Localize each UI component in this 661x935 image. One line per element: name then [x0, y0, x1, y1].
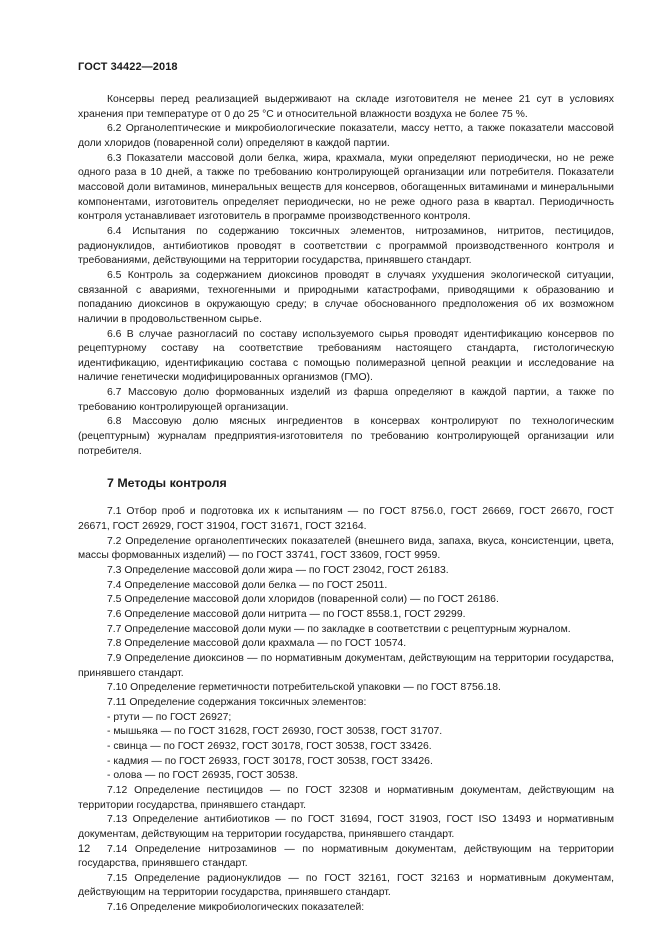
- paragraph-7-2: 7.2 Определение органолептических показателей (внешнего вида, запаха, вкуса, консистенции, цвета, массы формованных изделий) — по ГОСТ 33741, ГОСТ 33609, ГОСТ 9959.: [78, 535, 614, 562]
- paragraph-6-3: 6.3 Показатели массовой доли белка, жира, крахмала, муки определяют периодически, но не реже одного раза в 10 дней, а также по требованию контролирующей организации или потребителя. Показатели массовой доли витаминов, минеральных веществ для консервов, обогащенных витаминами и минеральными компонентами, изготовитель определяет периодически, но не реже одного раза в квартал. Периодичность контроля устанавливает изготовитель в программе производственного контроля.: [78, 152, 614, 223]
- paragraph-6-5: 6.5 Контроль за содержанием диоксинов проводят в случаях ухудшения экологической ситуации, связанной с авариями, техногенными и природными катастрофами, приводящими к образованию и попаданию диоксинов в окружающую среду; в случае обоснованного предположения об их возможном наличии в продовольственном сырье.: [78, 269, 614, 325]
- paragraph-7-10: 7.10 Определение герметичности потребительской упаковки — по ГОСТ 8756.18.: [107, 682, 501, 694]
- page-number: 12: [78, 843, 91, 855]
- list-item: - мышьяка — по ГОСТ 31628, ГОСТ 26930, ГОСТ 30538, ГОСТ 31707.: [107, 726, 443, 738]
- list-item: - ртути — по ГОСТ 26927;: [107, 711, 232, 723]
- paragraph-6-2: 6.2 Органолептические и микробиологические показатели, массу нетто, а также показатели массовой доли хлоридов (поваренной соли) определяют в каждой партии.: [78, 123, 614, 149]
- paragraph-7-4: 7.4 Определение массовой доли белка — по ГОСТ 25011.: [107, 579, 388, 591]
- paragraph-7-6: 7.6 Определение массовой доли нитрита — по ГОСТ 8558.1, ГОСТ 29299.: [107, 609, 466, 620]
- paragraph-7-12: 7.12 Определение пестицидов — по ГОСТ 32308 и нормативным документам, действующим на территории государства, принявшего стандарт.: [78, 784, 614, 811]
- paragraph-7-14: 7.14 Определение нитрозаминов — по нормативным документам, действующим на территории государства, принявшего стандарт.: [78, 843, 614, 870]
- paragraph-6-1-end: Консервы перед реализацией выдерживают на складе изготовителя не менее 21 сут в условиях хранения при температуре от 0 до 25 °С и относительной влажности воздуха не более 75 %.: [78, 94, 614, 120]
- paragraph-6-7: 6.7 Массовую долю формованных изделий из фарша определяют в каждой партии, а также по требованию контролирующей организации.: [78, 387, 614, 413]
- section-7-body: [78, 505, 614, 915]
- paragraph-7-3: 7.3 Определение массовой доли жира — по ГОСТ 23042, ГОСТ 26183.: [107, 565, 449, 577]
- paragraph-7-9: 7.9 Определение диоксинов — по нормативным документам, действующим на территории государства, принявшего стандарт.: [78, 652, 614, 679]
- document-code-header: ГОСТ 34422—2018: [78, 61, 178, 73]
- section-7-title: 7 Методы контроля: [107, 476, 227, 491]
- toxic-elements-list: [78, 711, 614, 784]
- paragraph-6-8: 6.8 Массовую долю мясных ингредиентов в консервах контролируют по технологическим (рецептурным) журналам предприятия-изготовителя по требованию контролирующей организации или потребителя.: [78, 416, 614, 457]
- paragraph-7-16: 7.16 Определение микробиологических показателей:: [107, 902, 365, 914]
- paragraph-7-7: 7.7 Определение массовой доли муки — по закладке в соответствии с рецептурным журналом.: [107, 623, 571, 635]
- paragraph-7-11: 7.11 Определение содержания токсичных элементов:: [107, 696, 367, 708]
- paragraph-7-1: 7.1 Отбор проб и подготовка их к испытаниям — по ГОСТ 8756.0, ГОСТ 26669, ГОСТ 26670, ГОСТ 26671, ГОСТ 26929, ГОСТ 31904, ГОСТ 31671, ГОСТ 32164.: [78, 506, 614, 533]
- paragraph-6-4: 6.4 Испытания по содержанию токсичных элементов, нитрозаминов, нитритов, пестицидов, радионуклидов, антибиотиков проводят в соответствии с программой производственного контроля и требованиями, действующими на территории государства, принявшего стандарт.: [78, 225, 614, 267]
- section-6-continuation: [78, 93, 614, 459]
- list-item: - кадмия — по ГОСТ 26933, ГОСТ 30178, ГОСТ 30538, ГОСТ 33426.: [107, 755, 433, 767]
- list-item: - олова — по ГОСТ 26935, ГОСТ 30538.: [107, 770, 298, 782]
- paragraph-6-6: 6.6 В случае разногласий по составу используемого сырья проводят идентификацию консервов по рецептурному составу на соответствие требованиям настоящего стандарта, гистологическую идентификацию, идентификацию состава с помощью полимеразной цепной реакции и исследование на наличие генетически модифицированных организмов (ГМО).: [78, 328, 614, 384]
- page-content: [78, 93, 614, 916]
- paragraph-7-8: 7.8 Определение массовой доли крахмала — по ГОСТ 10574.: [107, 638, 407, 650]
- paragraph-7-5: 7.5 Определение массовой доли хлоридов (поваренной соли) — по ГОСТ 26186.: [107, 594, 499, 606]
- paragraph-7-13: 7.13 Определение антибиотиков — по ГОСТ 31694, ГОСТ 31903, ГОСТ ISO 13493 и нормативным документам, действующим на территории государства, принявшего стандарт.: [78, 814, 614, 840]
- paragraph-7-15: 7.15 Определение радионуклидов — по ГОСТ 32161, ГОСТ 32163 и нормативным документам, действующим на территории государства, принявшего стандарт.: [78, 872, 614, 899]
- list-item: - свинца — по ГОСТ 26932, ГОСТ 30178, ГОСТ 30538, ГОСТ 33426.: [107, 740, 432, 752]
